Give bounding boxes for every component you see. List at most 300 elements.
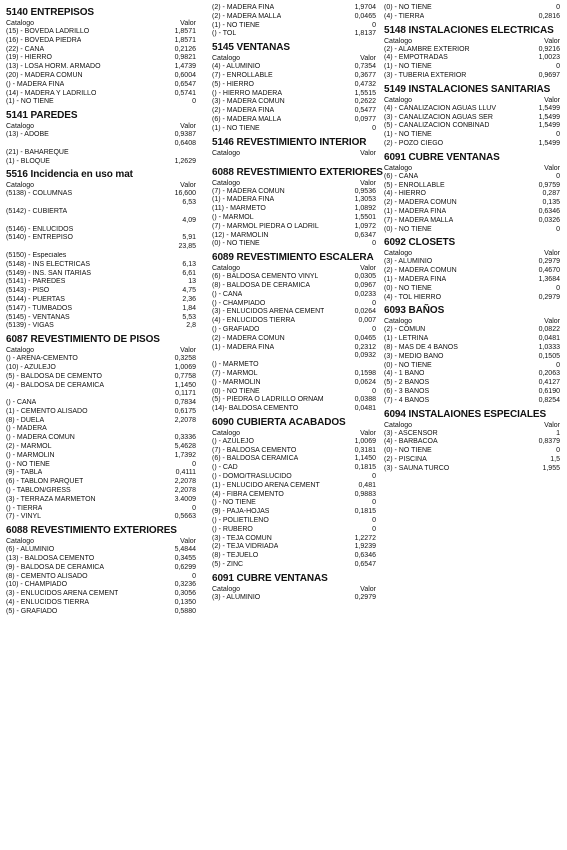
row-label: (6) - MADERA MALLA xyxy=(212,115,282,123)
table-row xyxy=(384,285,560,294)
row-label: () - MARMOL xyxy=(212,213,254,221)
section-6088-revestimiento-exteriores xyxy=(6,525,196,616)
section-title: 5145 VENTANAS xyxy=(212,42,290,54)
section-6091-cubre-ventanas xyxy=(212,573,376,603)
row-label: (1) - BLOQUE xyxy=(6,157,50,165)
section-title: 6091 CUBRE VENTANAS xyxy=(384,151,500,163)
row-value: 4,09 xyxy=(182,216,196,224)
table-row xyxy=(212,379,376,388)
row-value: 1,3053 xyxy=(354,196,376,204)
table-row xyxy=(6,199,196,208)
row-value: 0,9697 xyxy=(538,71,560,79)
row-value: 0 xyxy=(556,447,560,455)
table-row xyxy=(6,140,196,149)
row-value: 0,6547 xyxy=(174,80,196,88)
table-row xyxy=(212,335,376,344)
table-row xyxy=(384,173,560,182)
catalog-header: Catalogo xyxy=(384,250,413,258)
table-row xyxy=(384,326,560,335)
row-value: 0 xyxy=(556,63,560,71)
catalog-header: Catalogo xyxy=(6,347,35,355)
table-row xyxy=(212,107,376,116)
column-header xyxy=(384,164,560,173)
table-row xyxy=(6,208,196,217)
row-value: 0,6346 xyxy=(538,207,560,215)
row-value: 0,7834 xyxy=(174,399,196,407)
row-label: (3) - TUBERIA EXTERIOR xyxy=(384,71,467,79)
row-value: 4,75 xyxy=(182,287,196,295)
row-value: 0 xyxy=(372,473,376,481)
row-label: (2) - MADERA COMUN xyxy=(384,199,457,207)
row-label: (4) - ENLUCIDOS TIERRA xyxy=(212,317,296,325)
section-title: 6092 CLOSETS xyxy=(384,237,456,249)
table-row xyxy=(6,443,196,452)
section-title: 5140 ENTREPISOS xyxy=(6,7,94,18)
row-value: 3.4009 xyxy=(174,495,196,503)
row-value: 0,2979 xyxy=(538,293,560,301)
row-label: (14)- BALDOSA CEMENTO xyxy=(212,405,299,413)
table-row xyxy=(384,72,560,81)
row-value: 0,0932 xyxy=(354,352,376,360)
row-label: (4) - EMPOTRADAS xyxy=(384,54,448,62)
value-header: Valor xyxy=(544,164,560,172)
table-row xyxy=(6,573,196,582)
table-row xyxy=(384,294,560,303)
section-6093-ba-os xyxy=(384,305,560,405)
table-row xyxy=(212,447,376,456)
table-row xyxy=(6,390,196,399)
row-value: 0,1815 xyxy=(354,464,376,472)
table-row xyxy=(384,199,560,208)
row-value: 0,6346 xyxy=(354,552,376,560)
row-label: (1) - MADERA FINA xyxy=(384,207,447,215)
section-title: 5516 Incidencia en uso mat xyxy=(6,169,133,181)
section-6094-instalaiones-especiales xyxy=(384,409,560,474)
table-row xyxy=(6,581,196,590)
table-row xyxy=(212,196,376,205)
table-row xyxy=(384,456,560,465)
section-5140-entrepisos xyxy=(6,7,196,107)
row-label: (13) - LOSA HORM. ARMADO xyxy=(6,63,101,71)
row-label: (5148) - INS ELECTRICAS xyxy=(6,260,91,268)
table-row xyxy=(212,90,376,99)
row-label: () - ARENA-CEMENTO xyxy=(6,355,78,363)
row-value: 0,1505 xyxy=(538,352,560,360)
row-value: 0,3181 xyxy=(354,446,376,454)
value-header: Valor xyxy=(180,123,196,131)
table-row xyxy=(6,364,196,373)
row-value: 5,91 xyxy=(182,234,196,242)
row-value: 6,61 xyxy=(182,269,196,277)
row-value: 0,3455 xyxy=(174,555,196,563)
row-value: 0,7354 xyxy=(354,63,376,71)
row-value: 1,955 xyxy=(542,464,560,472)
row-value: 0,4127 xyxy=(538,379,560,387)
catalog-header: Catalogo xyxy=(384,318,413,326)
row-value: 1,9704 xyxy=(354,4,376,11)
section-title: 6093 BAÑOS xyxy=(384,305,445,317)
table-row xyxy=(212,473,376,482)
catalog-header: Catalogo xyxy=(384,96,413,104)
table-row xyxy=(212,370,376,379)
row-label: () - MADERA xyxy=(6,425,47,433)
row-label: (7) - 4 BAÑOS xyxy=(384,396,430,404)
table-row xyxy=(384,465,560,474)
row-value: 2,2078 xyxy=(174,487,196,495)
row-label: (10) - CHAMPIADO xyxy=(6,581,68,589)
row-label: (5) - ZINC xyxy=(212,561,244,569)
row-label: (0) - NO TIENE xyxy=(384,225,432,233)
table-row xyxy=(6,373,196,382)
row-label: (4) - BARBACOA xyxy=(384,438,438,446)
table-row xyxy=(6,28,196,37)
row-label: (6) - TABLON PARQUET xyxy=(6,478,84,486)
row-value: 0,0624 xyxy=(354,378,376,386)
row-value: 0,7758 xyxy=(174,372,196,380)
column-header xyxy=(212,429,376,438)
table-row xyxy=(6,513,196,522)
row-value: 1,7392 xyxy=(174,451,196,459)
table-row xyxy=(212,300,376,309)
row-label: (7) - ENROLLABLE xyxy=(212,71,273,79)
row-label: () - MARMETO xyxy=(212,361,259,369)
table-row xyxy=(212,22,376,31)
table-row xyxy=(6,478,196,487)
row-value: 0,3056 xyxy=(174,590,196,598)
row-value: 0,2312 xyxy=(354,343,376,351)
row-value: 1,0069 xyxy=(354,437,376,445)
row-label: (5147) - TUMBADOS xyxy=(6,304,72,312)
row-value: 13 xyxy=(188,278,196,286)
row-value: 1,0972 xyxy=(354,222,376,230)
row-label: (4) - CANALIZACION AGUAS LLUV xyxy=(384,104,497,112)
row-value: 1,0069 xyxy=(174,363,196,371)
row-label: (3) - ENLUCIDOS ARENA CEMENT xyxy=(6,590,119,598)
row-value: 0,4670 xyxy=(538,267,560,275)
value-header: Valor xyxy=(544,250,560,258)
row-value: 0,3236 xyxy=(174,581,196,589)
table-row xyxy=(212,455,376,464)
row-value: 0,4732 xyxy=(354,80,376,88)
row-label: (8) - DUELA xyxy=(6,416,45,424)
table-row xyxy=(212,13,376,22)
row-value: 1,3684 xyxy=(538,275,560,283)
row-label: (1) - CEMENTO ALISADO xyxy=(6,407,88,415)
table-row xyxy=(6,555,196,564)
row-label: (4) - BALDOSA DE CERAMICA xyxy=(6,381,105,389)
row-label: () - CAÑA xyxy=(212,290,243,298)
table-row xyxy=(212,125,376,134)
section-5146-revestimiento-interior xyxy=(212,137,376,164)
row-value: 0 xyxy=(192,504,196,512)
row-label: (3) - SAUNA TURCO xyxy=(384,464,450,472)
row-label: (19) - HIERRO xyxy=(6,54,52,62)
table-row xyxy=(6,469,196,478)
value-header: Valor xyxy=(180,182,196,190)
row-label: () - TABLON/GRESS xyxy=(6,487,71,495)
row-label: (3) - TERRAZA MARMETON xyxy=(6,495,96,503)
catalog-header: Catalogo xyxy=(384,421,413,429)
row-label: (0) - NO TIENE xyxy=(384,284,432,292)
column-header xyxy=(384,249,560,258)
row-label: (5) - CANALIZACION CONBINAD xyxy=(384,122,490,130)
row-label: (2) - COMUN xyxy=(384,326,426,334)
column-header xyxy=(384,96,560,105)
row-value: 0,0465 xyxy=(354,334,376,342)
catalog-header: Catalogo xyxy=(6,182,35,190)
table-row xyxy=(212,464,376,473)
row-value: 1 xyxy=(556,429,560,437)
row-label: (1) - NO TIENE xyxy=(384,63,432,71)
table-row xyxy=(212,326,376,335)
row-value: 6,13 xyxy=(182,260,196,268)
row-label: (4) - FIBRA CEMENTO xyxy=(212,490,284,498)
row-label: (5142) - CUBIERTA xyxy=(6,207,68,215)
table-row xyxy=(6,399,196,408)
table-row xyxy=(384,54,560,63)
row-label: () - NO TIENE xyxy=(6,460,50,468)
row-value: 0,6299 xyxy=(174,563,196,571)
row-value xyxy=(373,361,376,370)
row-label: (0) - NO TIENE xyxy=(212,387,260,395)
table-row xyxy=(6,37,196,46)
table-row xyxy=(6,190,196,199)
value-header: Valor xyxy=(544,318,560,326)
section-5145-ventanas xyxy=(212,42,376,133)
row-value: 1,5499 xyxy=(538,104,560,112)
row-label: (2) - MARMOL xyxy=(6,443,52,451)
table-row xyxy=(6,226,196,235)
section-5516-incidencia-en-uso-mat xyxy=(6,169,196,331)
section-title: 6089 REVESTIMIENTO ESCALERA xyxy=(212,252,374,264)
value-header: Valor xyxy=(544,96,560,104)
section-6090-cubierta-acabados xyxy=(212,417,376,570)
row-value: 0,287 xyxy=(542,190,560,198)
row-value: 0,9821 xyxy=(174,54,196,62)
table-row xyxy=(6,461,196,470)
table-row xyxy=(384,131,560,140)
section-title: 6094 INSTALAIONES ESPECIALES xyxy=(384,408,547,420)
table-row xyxy=(384,122,560,131)
row-label: () - CAD xyxy=(212,464,238,472)
row-value: 0,2622 xyxy=(354,98,376,106)
row-label: (7) - MARMOL xyxy=(212,369,258,377)
row-value: 0 xyxy=(556,225,560,233)
row-label: (2) - MADERA FINA xyxy=(212,4,275,11)
table-row xyxy=(212,508,376,517)
section-6088-revestimiento-exteriores xyxy=(212,166,383,250)
row-value: 5,53 xyxy=(182,313,196,321)
row-value: 1,2272 xyxy=(354,534,376,542)
row-label: (8) - MAS DE 4 BAÑOS xyxy=(384,343,458,351)
row-value: 1,2629 xyxy=(174,157,196,165)
section-6089-revestimiento-escalera xyxy=(212,252,376,414)
section-title: 6087 REVESTIMIENTO DE PISOS xyxy=(6,334,160,346)
catalog-header: Catalogo xyxy=(384,164,413,172)
row-label: (4) - ALUMINIO xyxy=(212,63,261,71)
row-value: 1,5 xyxy=(550,455,560,463)
row-label: (5138) - COLUMNAS xyxy=(6,190,73,198)
row-label: (6) - BALDOSA CERAMICA xyxy=(212,455,299,463)
row-value: 23,85 xyxy=(178,243,196,251)
row-label: (5145) - VENTANAS xyxy=(6,313,70,321)
row-value: 1,4739 xyxy=(174,63,196,71)
table-row xyxy=(6,546,196,555)
table-row xyxy=(6,564,196,573)
row-label: (20) - MADERA COMUN xyxy=(6,71,83,79)
row-value: 0,6004 xyxy=(174,71,196,79)
row-value xyxy=(193,208,196,217)
row-label: (7) - MADERA MALLA xyxy=(384,216,454,224)
row-label: () - RUBERO xyxy=(212,525,253,533)
table-row xyxy=(384,105,560,114)
row-value: 2,36 xyxy=(182,295,196,303)
row-value: 2,8 xyxy=(186,322,196,330)
row-value: 1,0892 xyxy=(354,205,376,213)
table-row xyxy=(6,131,196,140)
row-value: 0,0388 xyxy=(354,396,376,404)
row-label: (4) - HIERRO xyxy=(384,190,426,198)
row-label: () - NO TIENE xyxy=(212,499,256,507)
table-row xyxy=(6,54,196,63)
row-value xyxy=(193,252,196,261)
row-value: 0,6347 xyxy=(354,231,376,239)
row-value: 0,3336 xyxy=(174,434,196,442)
table-row xyxy=(6,270,196,279)
row-label: () - HIERRO MADERA xyxy=(212,89,282,97)
row-label: (2) - MADERA COMUN xyxy=(384,267,457,275)
catalog-header: Catalogo xyxy=(6,538,35,546)
table-row xyxy=(6,296,196,305)
table-row xyxy=(212,205,376,214)
table-row xyxy=(212,4,376,13)
row-value: 0,6408 xyxy=(174,139,196,147)
table-row xyxy=(212,291,376,300)
row-value: 0,8379 xyxy=(538,438,560,446)
row-value: 1,1450 xyxy=(174,381,196,389)
row-label: (0) - NO TIENE xyxy=(384,447,432,455)
row-label: (5) - ENROLLABLE xyxy=(384,181,445,189)
row-label: (6) - 3 BAÑOS xyxy=(384,387,430,395)
section-title: 6091 CUBRE VENTANAS xyxy=(212,572,328,584)
table-row xyxy=(6,72,196,81)
row-value: 2,2078 xyxy=(174,416,196,424)
row-value: 0,1350 xyxy=(174,599,196,607)
table-row xyxy=(212,499,376,508)
table-row xyxy=(6,408,196,417)
table-row xyxy=(212,388,376,397)
row-label: (1) - NO TIENE xyxy=(212,21,260,29)
table-row xyxy=(212,116,376,125)
table-row xyxy=(212,240,376,249)
table-row xyxy=(212,63,376,72)
row-label: (9) - PAJA-HOJAS xyxy=(212,508,270,516)
row-label: (1) - MADERA FINA xyxy=(384,275,447,283)
table-row xyxy=(6,355,196,364)
table-row xyxy=(212,438,376,447)
row-value: 1,9239 xyxy=(354,543,376,551)
row-value: 0 xyxy=(372,240,376,248)
table-row xyxy=(212,396,376,405)
value-header: Valor xyxy=(360,179,376,187)
row-value: 0,1598 xyxy=(354,369,376,377)
row-value: 0,3677 xyxy=(354,71,376,79)
row-value: 1,8137 xyxy=(354,30,376,38)
row-label: (8) - TEJUELO xyxy=(212,552,259,560)
value-header: Valor xyxy=(360,149,376,157)
table-row xyxy=(212,594,376,603)
row-value: 0,5663 xyxy=(174,513,196,521)
row-value: 0,1815 xyxy=(354,508,376,516)
section-6092-closets xyxy=(384,237,560,302)
table-row xyxy=(384,114,560,123)
value-header: Valor xyxy=(544,421,560,429)
row-label: (8) - BALDOSA DE CERAMICA xyxy=(212,281,311,289)
catalog-header: Catalogo xyxy=(6,20,35,27)
table-row xyxy=(6,90,196,99)
row-label: (5146) - ENLUCIDOS xyxy=(6,225,74,233)
row-label: (5) - GRAFIADO xyxy=(6,607,58,615)
row-value: 0,9883 xyxy=(354,490,376,498)
row-label: (5150) - Especiales xyxy=(6,251,67,259)
value-header: Valor xyxy=(180,20,196,27)
table-row xyxy=(212,214,376,223)
row-value: 5,4628 xyxy=(174,443,196,451)
value-header: Valor xyxy=(360,585,376,593)
column-header xyxy=(212,264,376,273)
row-label: (12) - MARMOLIN xyxy=(212,231,269,239)
value-header: Valor xyxy=(360,55,376,63)
row-value: 0,481 xyxy=(358,481,376,489)
column-header xyxy=(384,37,560,46)
row-value: 0 xyxy=(372,387,376,395)
table-row xyxy=(384,379,560,388)
table-row xyxy=(6,46,196,55)
table-row xyxy=(6,149,196,158)
row-label: (15) - BOVEDA LADRILLO xyxy=(6,28,90,35)
row-value xyxy=(193,226,196,235)
row-value: 0 xyxy=(556,284,560,292)
row-label: (4) - 1 BAÑO xyxy=(384,370,425,378)
row-label: () - MADERA COMUN xyxy=(6,434,75,442)
table-row xyxy=(212,482,376,491)
table-row xyxy=(384,267,560,276)
row-label: (9) - BALDOSA DE CERAMICA xyxy=(6,563,105,571)
table-row xyxy=(6,590,196,599)
row-label: (21) - BAHAREQUE xyxy=(6,148,69,156)
row-value: 0,5880 xyxy=(174,607,196,615)
table-row xyxy=(212,188,376,197)
row-value: 0,1171 xyxy=(175,390,196,398)
table-row xyxy=(6,599,196,608)
table-row xyxy=(6,487,196,496)
row-label: (2) - TEJA VIDRIADA xyxy=(212,543,279,551)
table-row xyxy=(6,452,196,461)
row-label: (4) - TOL HIERRO xyxy=(384,293,442,301)
row-label: () - AZULEJO xyxy=(212,437,255,445)
column-3 xyxy=(384,4,560,475)
row-label: (3) - MEDIO BAÑO xyxy=(384,352,444,360)
row-label: (0) - NO TIENE xyxy=(212,240,260,248)
row-value: 1,84 xyxy=(182,304,196,312)
row-label: () - POLIETILENO xyxy=(212,517,269,525)
row-value: 2,2078 xyxy=(174,478,196,486)
section-6091-cubre-ventanas xyxy=(384,152,560,235)
row-value: 0,2126 xyxy=(174,45,196,53)
row-label: (3) - CANALIZACION AGUAS SER xyxy=(384,113,493,121)
table-row xyxy=(6,505,196,514)
table-row xyxy=(6,322,196,331)
